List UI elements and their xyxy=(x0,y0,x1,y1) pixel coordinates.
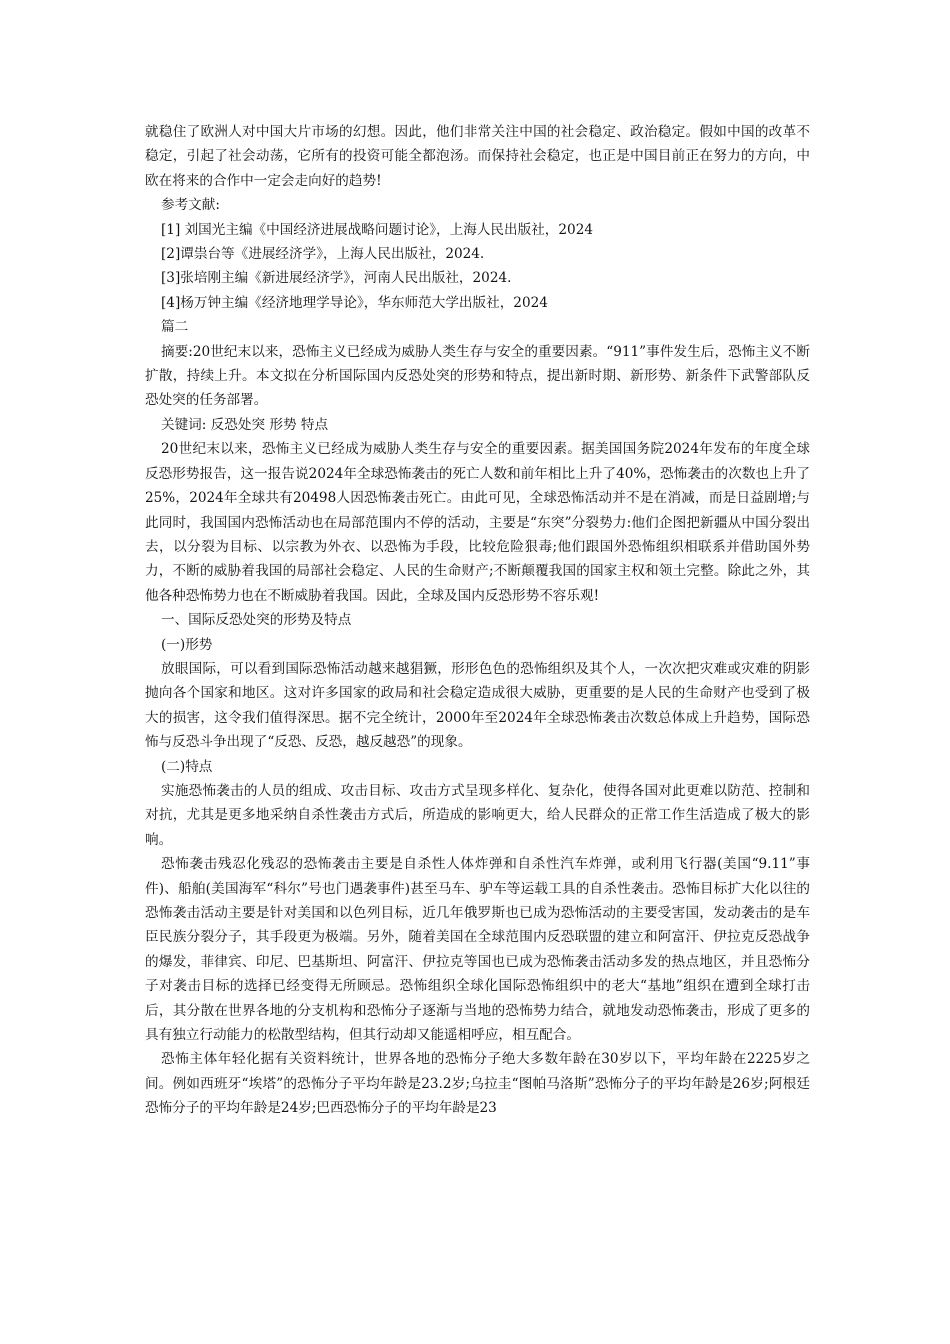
reference-item: [4]杨万钟主编《经济地理学导论》，华东师范大学出版社，2024 xyxy=(161,294,548,311)
reference-item: [3]张培刚主编《新进展经济学》，河南人民出版社，2024. xyxy=(161,270,512,287)
paragraph-conclusion: 就稳住了欧洲人对中国大片市场的幻想。因此，他们非常关注中国的社会稳定、政治稳定。假如中国的改革不稳定，引起了社会动荡，它所有的投资可能全都泡汤。而保持社会稳定，也正是中国目前正在努力的方向，中欧在将来的合作中一定会走向好的趋势! xyxy=(145,124,810,189)
references-heading: 参考文献: xyxy=(161,197,220,214)
body-paragraph: 恐怖袭击残忍化残忍的恐怖袭击主要是自杀性人体炸弹和自杀性汽车炸弹，或利用飞行器(美国“9.11”事件)、船舶(美国海军“科尔”号也门遇袭事件)甚至马车、驴车等运载工具的自杀性袭击。恐怖目标扩大化以往的恐怖袭击活动主要是针对美国和以色列目标，近几年俄罗斯也已成为恐怖活动的主要受害国，发动袭击的是车臣民族分裂分子，其手段更为极端。另外，随着美国在全球范围内反恐联盟的建立和阿富汗、伊拉克反恐战争的爆发，菲律宾、印尼、巴基斯坦、阿富汗、伊拉克等国也已成为恐怖袭击活动多发的热点地区，并且恐怖分子对袭击目标的选择已经变得无所顾忌。恐怖组织全球化国际恐怖组织中的老大“基地”组织在遭到全球打击后，其分散在世界各地的分支机构和恐怖分子逐渐与当地的恐怖势力结合，就地发动恐怖袭击，形成了更多的具有独立行动能力的松散型结构，但其行动却又能遥相呼应，相互配合。 xyxy=(145,856,810,1044)
document-page xyxy=(145,120,810,1121)
body-paragraph: 恐怖主体年轻化据有关资料统计，世界各地的恐怖分子绝大多数年龄在30岁以下，平均年龄在2225岁之间。例如西班牙“埃塔”的恐怖分子平均年龄是23.2岁;乌拉圭“图帕马洛斯”恐怖分子的平均年龄是26岁;阿根廷恐怖分子的平均年龄是24岁;巴西恐怖分子的平均年龄是23 xyxy=(145,1051,810,1117)
heading-international: 一、国际反恐处突的形势及特点 xyxy=(161,612,352,629)
intro-paragraph: 20世纪末以来，恐怖主义已经成为威胁人类生存与安全的重要因素。据美国国务院2024年发布的年度全球反恐形势报告，这一报告说2024年全球恐怖袭击的死亡人数和前年相比上升了40%，恐怖袭击的次数也上升了25%，2024年全球共有20498人因恐怖袭击死亡。由此可见，全球恐怖活动并不是在消减，而是日益剧增;与此同时，我国国内恐怖活动也在局部范围内不停的活动，主要是“东突”分裂势力:他们企图把新疆从中国分裂出去，以分裂为目标、以宗教为外衣、以恐怖为手段，比较危险狠毒;他们跟国外恐怖组织相联系并借助国外势力，不断的威胁着我国的局部社会稳定、人民的生命财产;不断颠覆我国的国家主权和领土完整。除此之外，其他各种恐怖势力也在不断威胁着我国。因此，全球及国内反恐形势不容乐观! xyxy=(145,441,810,604)
subheading-features: (二)特点 xyxy=(161,758,213,775)
subheading-situation: (一)形势 xyxy=(161,636,213,653)
keywords-line: 关键词: 反恐处突 形势 特点 xyxy=(161,416,329,433)
section-title-part-two: 篇二 xyxy=(161,319,189,336)
abstract-paragraph: 摘要:20世纪末以来，恐怖主义已经成为威胁人类生存与安全的重要因素。“911”事件发生后，恐怖主义不断扩散，持续上升。本文拟在分析国际国内反恐处突的形势和特点，提出新时期、新形势、新条件下武警部队反恐处突的任务部署。 xyxy=(145,343,810,409)
reference-item: [1] 刘国光主编《中国经济进展战略问题讨论》，上海人民出版社，2024 xyxy=(161,221,593,238)
reference-item: [2]谭祟台等《进展经济学》，上海人民出版社，2024. xyxy=(161,246,485,263)
body-paragraph: 放眼国际，可以看到国际恐怖活动越来越猖獗，形形色色的恐怖组织及其个人，一次次把灾难或灾难的阴影抛向各个国家和地区。这对许多国家的政局和社会稳定造成很大威胁，更重要的是人民的生命财产也受到了极大的损害，这令我们值得深思。据不完全统计，2000年至2024年全球恐怖袭击次数总体成上升趋势，国际恐怖与反恐斗争出现了“反恐、反恐，越反越恐”的现象。 xyxy=(145,660,810,751)
body-paragraph: 实施恐怖袭击的人员的组成、攻击目标、攻击方式呈现多样化、复杂化，使得各国对此更难以防范、控制和对抗，尤其是更多地采纳自杀性袭击方式后，所造成的影响更大，给人民群众的正常工作生活造成了极大的影响。 xyxy=(145,782,810,848)
